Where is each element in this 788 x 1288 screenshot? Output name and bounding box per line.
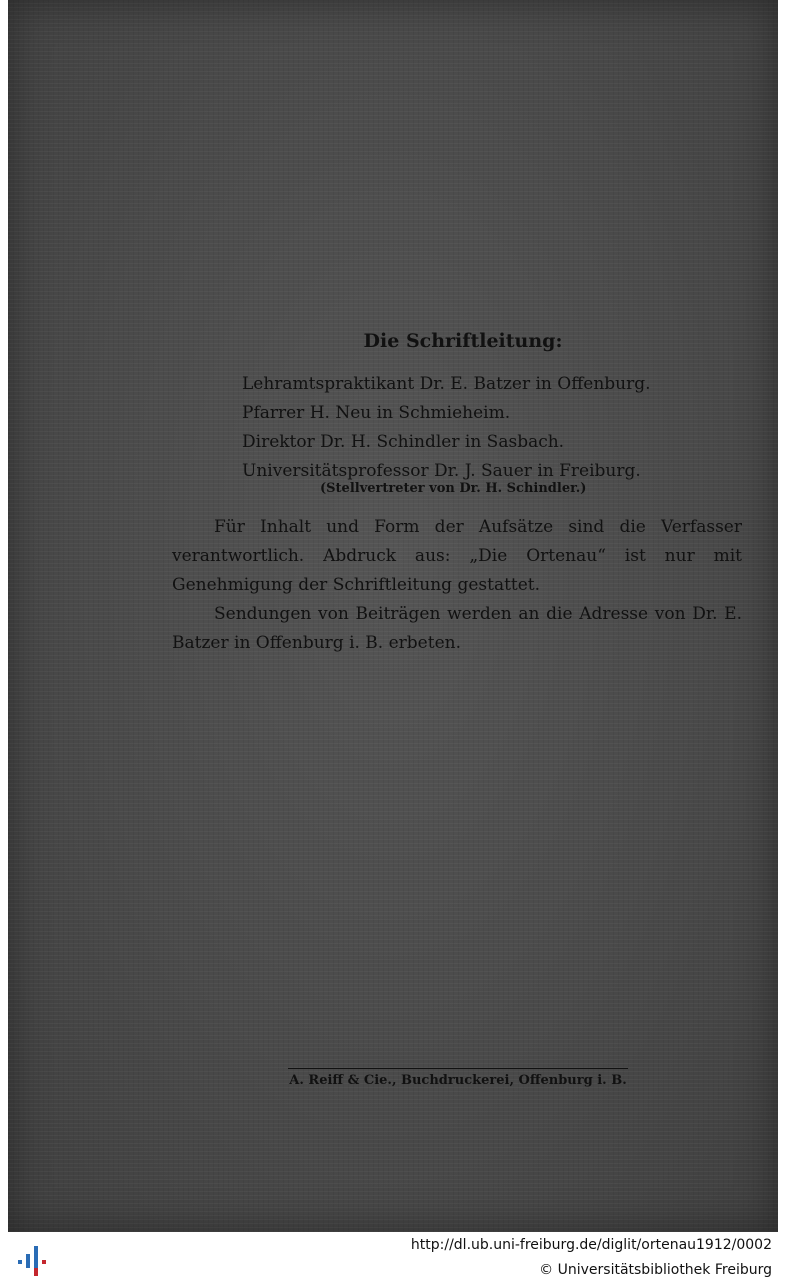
permalink-url[interactable]: http://dl.ub.uni-freiburg.de/diglit/ortenau1912/0002 — [410, 1237, 772, 1253]
inside-cover — [8, 0, 778, 1232]
editor-line: Universitätsprofessor Dr. J. Sauer in Freiburg. — [242, 461, 641, 481]
deputy-note: (Stellvertreter von Dr. H. Schindler.) — [320, 481, 587, 496]
submissions-paragraph: Sendungen von Beiträgen werden an die Adresse von Dr. E. Batzer in Offenburg i. B. erbeten. — [172, 604, 742, 653]
editor-line: Direktor Dr. H. Schindler in Sasbach. — [242, 432, 565, 452]
editor-line: Lehramtspraktikant Dr. E. Batzer in Offenburg. — [242, 374, 651, 394]
viewer-footer — [0, 1232, 788, 1288]
printer-imprint: A. Reiff & Cie., Buchdruckerei, Offenburg i. B. — [288, 1068, 628, 1088]
responsibility-paragraph: Für Inhalt und Form der Aufsätze sind die Verfasser verantwortlich. Abdruck aus: „Die Ortenau“ ist nur mit Genehmigung der Schriftleitung gestattet. — [172, 517, 742, 595]
editorial-board-heading: Die Schriftleitung: — [363, 330, 563, 352]
editor-list — [242, 370, 682, 486]
editor-line: Pfarrer H. Neu in Schmieheim. — [242, 403, 511, 423]
copyright-notice: © Universitätsbibliothek Freiburg — [539, 1262, 772, 1278]
ub-freiburg-logo-icon[interactable] — [14, 1244, 50, 1278]
